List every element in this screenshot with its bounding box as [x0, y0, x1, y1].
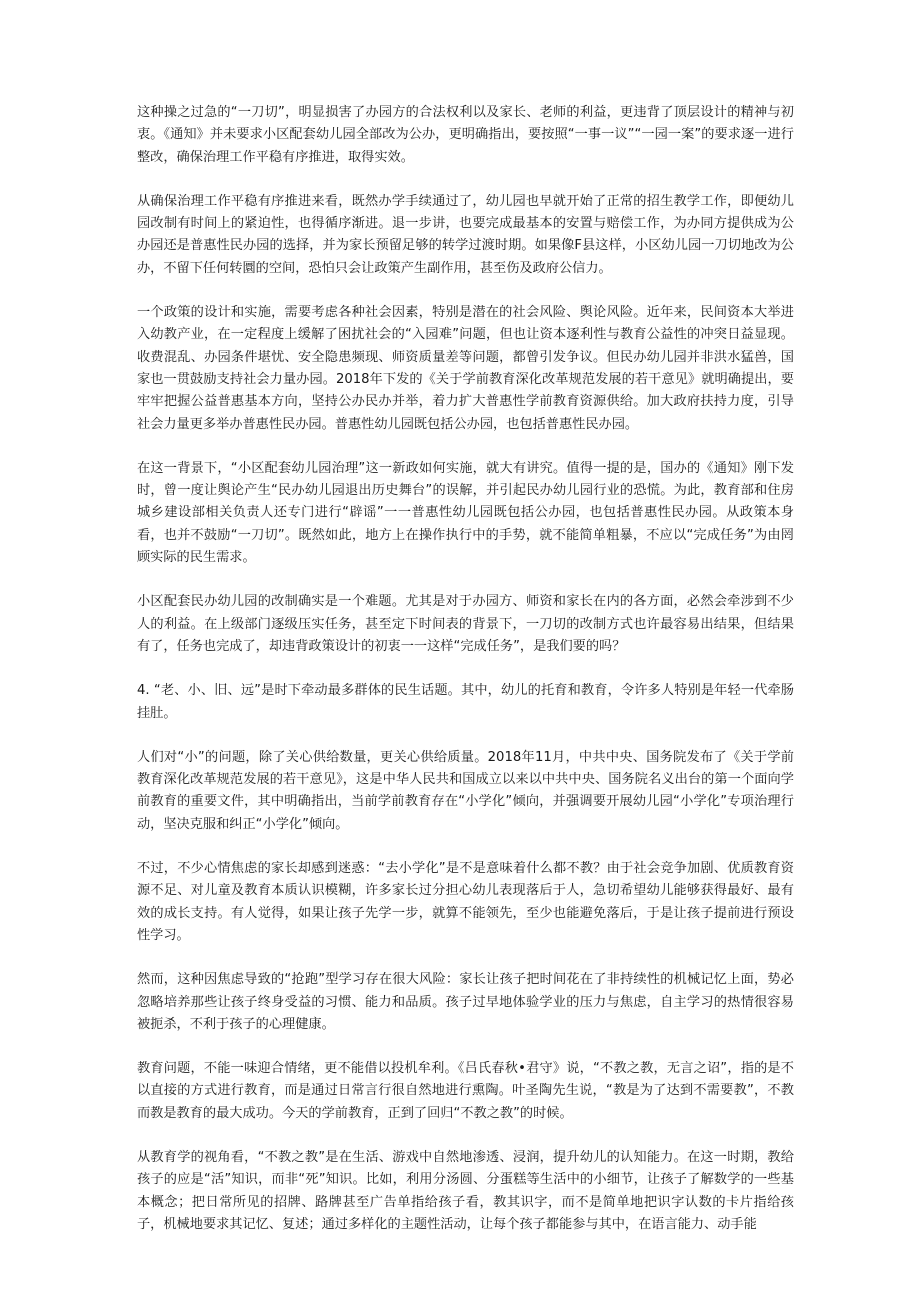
paragraph: 从教育学的视角看，“不教之教”是在生活、游戏中自然地渗透、浸润，提升幼儿的认知能力。在这一时期，教给孩子的应是“活”知识，而非“死”知识。比如，利用分汤圆、分蛋糕等生活中的小细节，让孩子了解数学的一些基本概念；把日常所见的招牌、路牌甚至广告单指给孩子看，教其识字，而不是简单地把识字认数的卡片指给孩子，机械地要求其记忆、复述；通过多样化的主题性活动，让每个孩子都能参与其中，在语言能力、动手能: [137, 1149, 794, 1232]
paragraph: 教育问题，不能一味迎合情绪，更不能借以投机牟利。《吕氏春秋•君守》说，“不教之教，无言之诏”，指的是不以直接的方式进行教育，而是通过日常言行很自然地进行熏陶。叶圣陶先生说，“教是为了达到不需要教”，不教而教是教育的最大成功。今天的学前教育，正到了回归“不教之教”的时候。: [137, 1061, 794, 1121]
paragraph: 一个政策的设计和实施，需要考虑各种社会因素，特别是潜在的社会风险、舆论风险。近年来，民间资本大举进入幼教产业，在一定程度上缓解了困扰社会的“入园难”问题，但也让资本逐利性与教育公益性的冲突日益显现。收费混乱、办园条件堪忧、安全隐患频现、师资质量差等问题，都曾引发争议。但民办幼儿园并非洪水猛兽，国家也一贯鼓励支持社会力量办园。2018年下发的《关于学前教育深化改革规范发展的若干意见》就明确提出，要牢牢把握公益普惠基本方向，坚持公办民办并举，着力扩大普惠性学前教育资源供给。加大政府扶持力度，引导社会力量更多举办普惠性民办园。普惠性幼儿园既包括公办园，也包括普惠性民办园。: [137, 305, 794, 432]
numbered-paragraph: 4. “老、小、旧、远”是时下牵动最多群体的民生话题。其中，幼儿的托育和教育，令许多人特别是年轻一代牵肠挂肚。: [137, 683, 794, 721]
paragraph: 这种操之过急的“一刀切”，明显损害了办园方的合法权利以及家长、老师的利益，更违背了顶层设计的精神与初衷。《通知》并未要求小区配套幼儿园全部改为公办，更明确指出，要按照“一事一议”“一园一案”的要求逐一进行整改，确保治理工作平稳有序推进，取得实效。: [137, 105, 794, 165]
paragraph: 然而，这种因焦虑导致的“抢跑”型学习存在很大风险：家长让孩子把时间花在了非持续性的机械记忆上面，势必忽略培养那些让孩子终身受益的习惯、能力和品质。孩子过早地体验学业的压力与焦虑，自主学习的热情很容易被扼杀，不利于孩子的心理健康。: [137, 972, 794, 1032]
paragraph: 不过，不少心情焦虑的家长却感到迷惑：“去小学化”是不是意味着什么都不教？由于社会竞争加剧、优质教育资源不足、对儿童及教育本质认识模糊，许多家长过分担心幼儿表现落后于人，急切希望幼儿能够获得最好、最有效的成长支持。有人觉得，如果让孩子先学一步，就算不能领先，至少也能避免落后，于是让孩子提前进行预设性学习。: [137, 861, 794, 943]
paragraph: 人们对“小”的问题，除了关心供给数量，更关心供给质量。2018年11月，中共中央、国务院发布了《关于学前教育深化改革规范发展的若干意见》，这是中华人民共和国成立以来以中共中央、国务院名义出台的第一个面向学前教育的重要文件，其中明确指出，当前学前教育存在“小学化”倾向，并强调要开展幼儿园“小学化”专项治理行动，坚决克服和纠正“小学化”倾向。: [137, 749, 794, 832]
paragraph: 小区配套民办幼儿园的改制确实是一个难题。尤其是对于办园方、师资和家长在内的各方面，必然会牵涉到不少人的利益。在上级部门逐级压实任务，甚至定下时间表的背景下，一刀切的改制方式也许最容易出结果，但结果有了，任务也完成了，却违背政策设计的初衷一一这样“完成任务”，是我们要的吗？: [137, 594, 794, 654]
document-body: [137, 102, 794, 1258]
paragraph: 从确保治理工作平稳有序推进来看，既然办学手续通过了，幼儿园也早就开始了正常的招生教学工作，即便幼儿园改制有时间上的紧迫性，也得循序渐进。退一步讲，也要完成最基本的安置与赔偿工作，为办同方提供成为公办园还是普惠性民办园的选择，并为家长预留足够的转学过渡时期。如果像F县这样，小区幼儿园一刀切地改为公办，不留下任何转圜的空间，恐怕只会让政策产生副作用，甚至伤及政府公信力。: [137, 193, 794, 276]
paragraph: 在这一背景下，“小区配套幼儿园治理”这一新政如何实施，就大有讲究。值得一提的是，国办的《通知》刚下发时，曾一度让舆论产生“民办幼儿园退出历史舞台”的误解，并引起民办幼儿园行业的恐慌。为此，教育部和住房城乡建设部相关负责人还专门进行“辟谣”一一普惠性幼儿园既包括公办园，也包括普惠性民办园。从政策本身看，也并不鼓励“一刀切”。既然如此，地方上在操作执行中的手势，就不能简单粗暴，不应以“完成任务”为由罔顾实际的民生需求。: [137, 460, 794, 566]
